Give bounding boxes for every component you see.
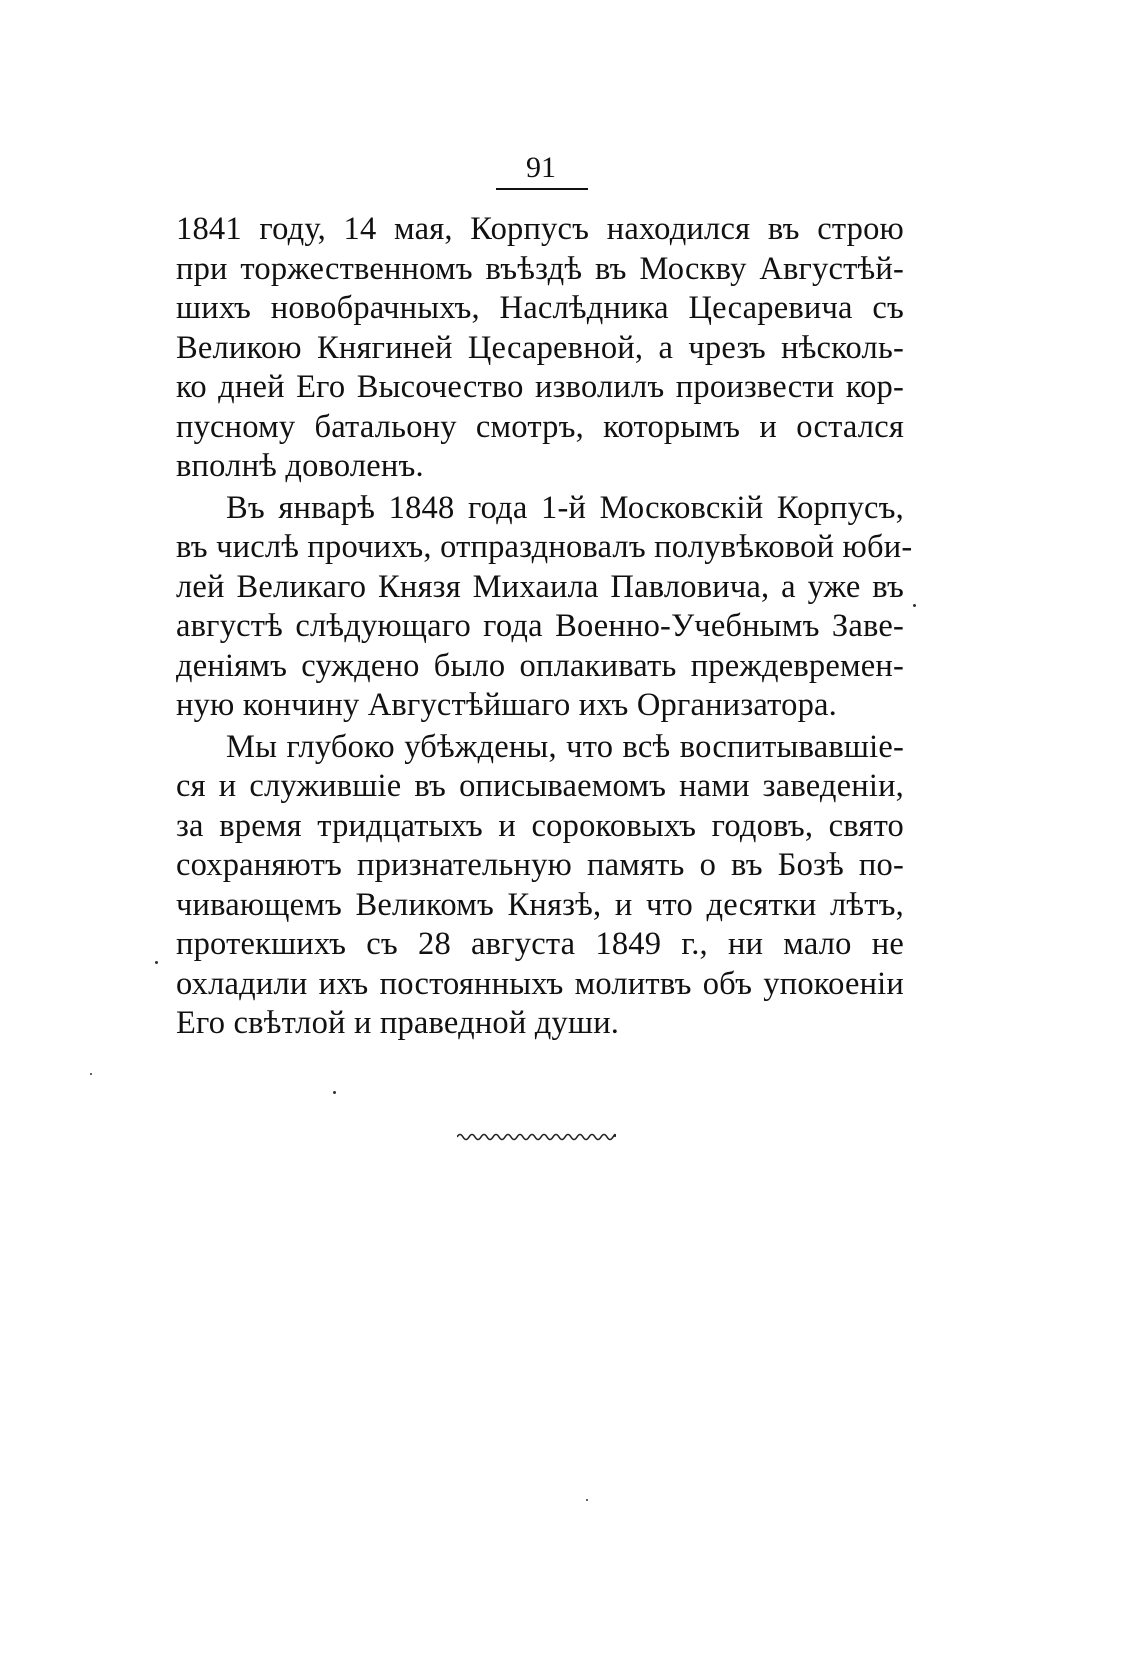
print-speck xyxy=(333,1091,336,1094)
text-line: 1841 году, 14 мая, Корпусъ находился въ строю xyxy=(176,211,904,247)
page-number: 91 xyxy=(526,151,556,184)
text-line: ную кончину Августѣйшаго ихъ Организатора. xyxy=(176,687,837,723)
text-line: шихъ новобрачныхъ, Наслѣдника Цесаревича съ xyxy=(176,290,904,326)
print-speck xyxy=(586,1499,588,1501)
print-speck xyxy=(913,604,916,607)
text-line: ся и служившіе въ описываемомъ нами заведеніи, xyxy=(176,768,904,804)
text-line: вполнѣ доволенъ. xyxy=(176,448,424,484)
text-line: пусному батальону смотръ, которымъ и остался xyxy=(176,408,904,445)
text-line: Мы глубоко убѣждены, что всѣ воспитывавшіе- xyxy=(226,728,904,765)
text-line: въ числѣ прочихъ, отпраздновалъ полувѣковой юби- xyxy=(176,529,913,565)
paragraph-1 xyxy=(176,210,904,487)
text-line: деніямъ суждено было оплакивать преждевремен- xyxy=(176,647,904,684)
text-line: за время тридцатыхъ и сороковыхъ годовъ, свято xyxy=(176,807,904,844)
text-line: лей Великаго Князя Михаила Павловича, а уже въ xyxy=(176,568,904,605)
text-line: ко дней Его Высочество изволилъ произвести кор- xyxy=(176,369,904,405)
text-line: августѣ слѣдующаго года Военно-Учебнымъ Заве- xyxy=(176,608,904,644)
paragraph-3 xyxy=(176,728,904,1044)
text-line: Его свѣтлой и праведной души. xyxy=(176,1005,620,1041)
text-line: при торжественномъ въѣздѣ въ Москву Августѣй- xyxy=(176,250,904,287)
text-line: сохраняютъ признательную память о въ Бозѣ по- xyxy=(176,847,904,883)
text-line: чивающемъ Великомъ Князѣ, и что десятки лѣтъ, xyxy=(176,886,904,923)
text-line: охладили ихъ постоянныхъ молитвъ объ упокоеніи xyxy=(176,965,904,1002)
wavy-rule-ornament xyxy=(457,1130,621,1144)
text-line: Великою Княгиней Цесаревной, а чрезъ нѣсколь- xyxy=(176,329,904,366)
print-speck xyxy=(90,1073,92,1075)
body-text xyxy=(176,210,913,1044)
text-line: протекшихъ съ 28 августа 1849 г., ни мало не xyxy=(176,926,904,962)
paragraph-2 xyxy=(176,489,913,726)
header-rule xyxy=(496,188,588,190)
print-speck xyxy=(155,961,158,964)
text-line: Въ январѣ 1848 года 1-й Московскій Корпусъ, xyxy=(226,489,904,526)
